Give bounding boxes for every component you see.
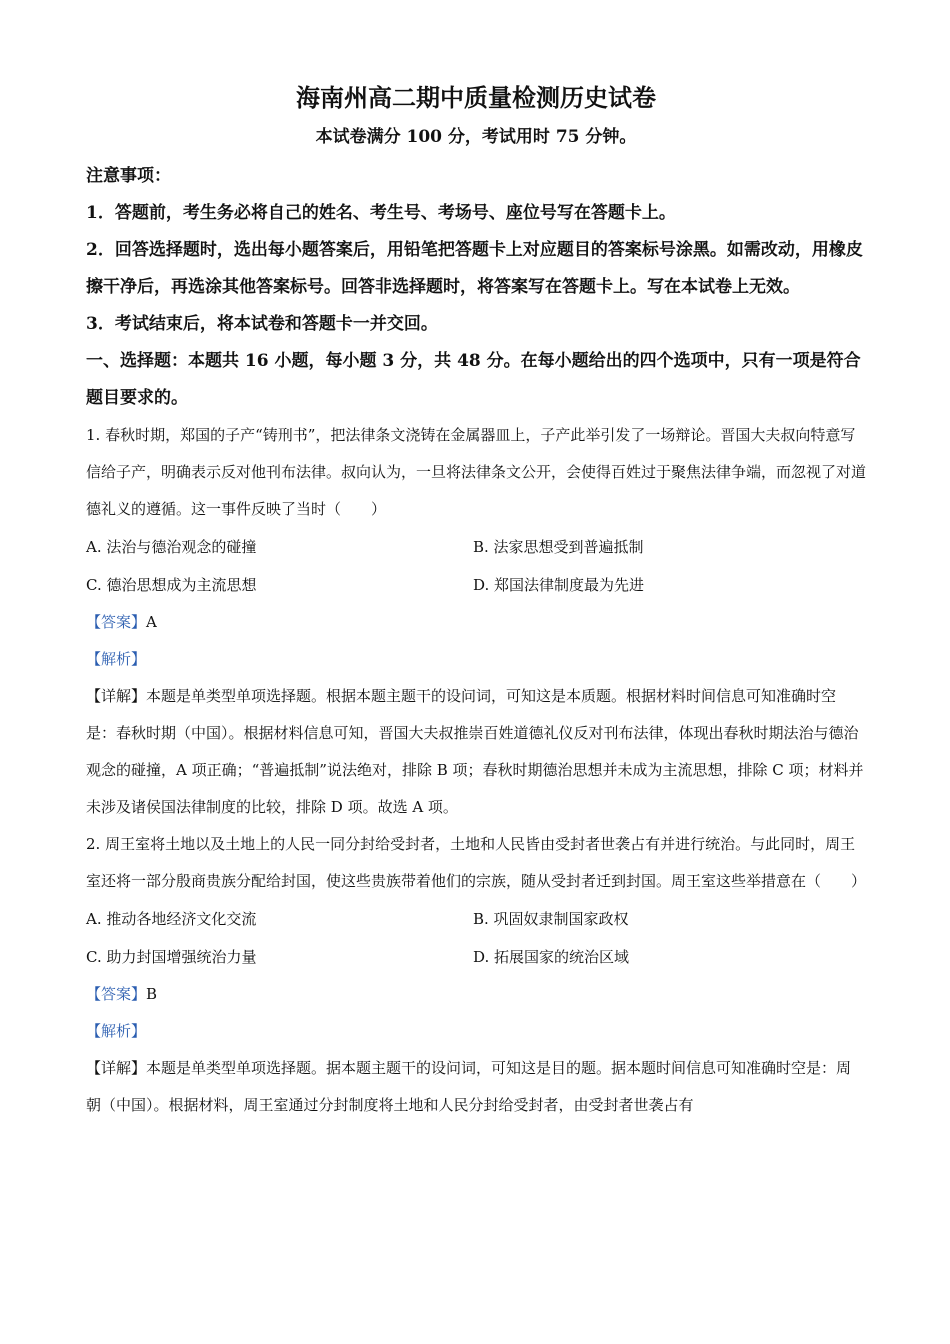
answer-value: A [146,613,157,631]
note-item: 1．答题前，考生务必将自己的姓名、考生号、考场号、座位号写在答题卡上。 [86,203,676,223]
question-stem: 2. 周王室将土地以及土地上的人民一同分封给受封者，土地和人民皆由受封者世袭占有并进行统治。与此同时，周王室还将一部分殷商贵族分配给封国，使这些贵族带着他们的宗族，随从受封者迁到封国。周王室这些举措意在（ ） [86,835,867,890]
section-heading: 一、选择题：本题共 16 小题，每小题 3 分，共 48 分。在每小题给出的四个选项中，只有一项是符合题目要求的。 [86,351,861,408]
answer-line [86,976,866,1013]
option-b: B. 法家思想受到普遍抵制 [473,538,644,556]
page-title: 海南州高二期中质量检测历史试卷 [296,83,656,112]
option-c: C. 助力封国增强统治力量 [86,948,257,966]
option-d: D. 拓展国家的统治区域 [473,948,630,966]
option-a: A. 推动各地经济文化交流 [86,910,257,928]
detail-tag: 【详解】 [86,1059,147,1077]
exam-page [86,80,866,1124]
question-stem: 1. 春秋时期，郑国的子产“铸刑书”，把法律条文浇铸在金属器皿上，子产此举引发了一场辩论。晋国大夫叔向特意写信给子产，明确表示反对他刊布法律。叔向认为，一旦将法律条文公开，会使得百姓过于聚焦法律争端，而忽视了对道德礼义的遵循。这一事件反映了当时（ ） [86,426,867,518]
note-item: 2．回答选择题时，选出每小题答案后，用铅笔把答题卡上对应题目的答案标号涂黑。如需改动，用橡皮擦干净后，再选涂其他答案标号。回答非选择题时，将答案写在答题卡上。写在本试卷上无效。 [86,240,863,297]
detail-tag: 【详解】 [86,687,147,705]
analysis-tag: 【解析】 [86,1022,147,1040]
note-item: 3．考试结束后，将本试卷和答题卡一并交回。 [86,314,438,334]
notes-section [86,158,866,343]
option-c: C. 德治思想成为主流思想 [86,576,257,594]
option-grid [86,528,866,604]
analysis-tag: 【解析】 [86,650,147,668]
option-grid [86,900,866,976]
detail-paragraph [86,678,866,826]
option-d: D. 郑国法律制度最为先进 [473,576,645,594]
answer-line [86,604,866,641]
option-b: B. 巩固奴隶制国家政权 [473,910,629,928]
question-1 [86,417,866,826]
answer-tag: 【答案】 [86,613,147,631]
detail-paragraph [86,1050,866,1124]
exam-info: 本试卷满分 100 分，考试用时 75 分钟。 [315,127,637,147]
detail-text: 本题是单类型单项选择题。据本题主题干的设问词，可知这是目的题。据本题时间信息可知准确时空是：周朝（中国）。根据材料，周王室通过分封制度将土地和人民分封给受封者，由受封者世袭占有 [86,1059,852,1114]
option-a: A. 法治与德治观念的碰撞 [86,538,257,556]
detail-text: 本题是单类型单项选择题。根据本题主题干的设问词，可知这是本质题。根据材料时间信息可知准确时空是：春秋时期（中国）。根据材料信息可知，晋国大夫叔推崇百姓道德礼仪反对刊布法律，体现出春秋时期法治与德治观念的碰撞，A 项正确；“普遍抵制”说法绝对，排除 B 项；春秋时期德治思想并未成为主流思想，排除 C 项；材料并未涉及诸侯国法律制度的比较，排除 D 项。故选 A 项。 [86,687,864,816]
answer-value: B [146,985,158,1003]
question-2 [86,826,866,1124]
notes-heading: 注意事项： [86,166,171,186]
answer-tag: 【答案】 [86,985,147,1003]
